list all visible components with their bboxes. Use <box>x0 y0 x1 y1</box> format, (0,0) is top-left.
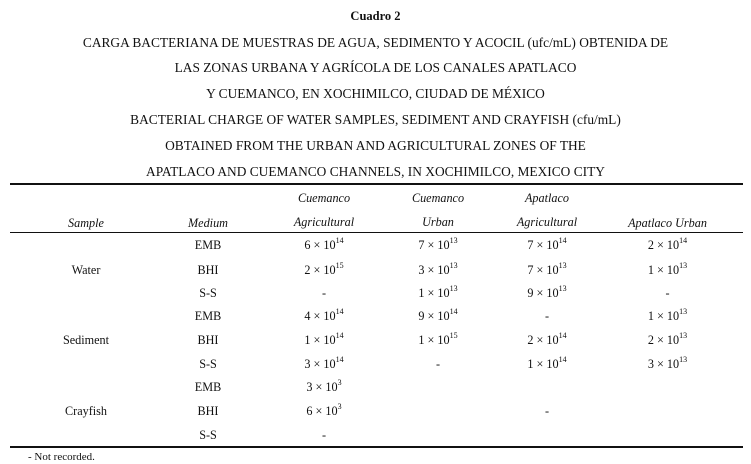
medium-cell: EMB <box>194 309 222 323</box>
medium-cell: EMB <box>194 380 222 394</box>
medium-cell: BHI <box>197 263 219 277</box>
title-line-6: APATLACO AND CUEMANCO CHANNELS, IN XOCHIMILCO, MEXICO CITY <box>146 164 605 179</box>
medium-cell: BHI <box>197 333 219 347</box>
title-line-5: OBTAINED FROM THE URBAN AND AGRICULTURAL ZONES OF THE <box>165 138 586 153</box>
header-cuemanco-urban-1: Cuemanco <box>411 191 465 205</box>
value-cell: - <box>321 428 327 442</box>
footnote: - Not recorded. <box>28 451 95 463</box>
value-cell: $1 \times 10^{13}$ <box>647 260 688 277</box>
header-rule <box>10 232 743 233</box>
title-line-1: CARGA BACTERIANA DE MUESTRAS DE AGUA, SEDIMENTO Y ACOCIL (ufc/mL) OBTENIDA DE <box>82 35 669 50</box>
medium-cell: EMB <box>194 238 222 252</box>
value-cell: $3 \times 10^{13}$ <box>647 354 688 371</box>
value-cell: - <box>544 404 550 418</box>
value-cell: $9 \times 10^{13}$ <box>527 283 567 300</box>
value-cell: $7 \times 10^{14}$ <box>527 235 567 252</box>
sample-crayfish: Crayfish <box>65 404 107 418</box>
header-apatlaco-agricultural-2: Agricultural <box>516 215 578 229</box>
sample-sediment: Sediment <box>62 333 110 347</box>
top-rule <box>10 183 743 185</box>
value-cell: $2 \times 10^{14}$ <box>527 330 567 347</box>
bottom-rule <box>10 446 743 448</box>
value-cell: $7 \times 10^{13}$ <box>527 260 567 277</box>
title-line-4: BACTERIAL CHARGE OF WATER SAMPLES, SEDIMENT AND CRAYFISH (cfu/mL) <box>130 112 621 127</box>
table-caption: Cuadro 2 <box>350 9 401 23</box>
header-cuemanco-agricultural-2: Agricultural <box>293 215 355 229</box>
value-cell: $1 \times 10^{13}$ <box>418 283 458 300</box>
header-apatlaco-urban: Apatlaco Urban <box>628 216 707 230</box>
value-cell: - <box>321 286 327 300</box>
value-cell: $9 \times 10^{14}$ <box>418 306 458 323</box>
value-cell: $1 \times 10^{14}$ <box>304 330 344 347</box>
value-cell: $7 \times 10^{13}$ <box>418 235 458 252</box>
value-cell: $2 \times 10^{15}$ <box>304 260 344 277</box>
header-cuemanco-urban-2: Urban <box>422 215 454 229</box>
medium-cell: S-S <box>199 428 217 442</box>
title-line-3: Y CUEMANCO, EN XOCHIMILCO, CIUDAD DE MÉXICO <box>206 86 545 101</box>
value-cell: $1 \times 10^{14}$ <box>527 354 567 371</box>
value-cell: - <box>435 357 441 371</box>
value-cell: $2 \times 10^{13}$ <box>647 330 688 347</box>
value-cell: $6 \times 10^3$ <box>306 401 342 418</box>
value-cell: $4 \times 10^{14}$ <box>304 306 344 323</box>
medium-cell: S-S <box>199 357 217 371</box>
value-cell: - <box>544 309 550 323</box>
header-cuemanco-agricultural-1: Cuemanco <box>297 191 351 205</box>
sample-water: Water <box>71 263 101 277</box>
title-line-2: LAS ZONAS URBANA Y AGRÍCOLA DE LOS CANALES APATLACO <box>174 60 577 75</box>
value-cell: $3 \times 10^3$ <box>306 377 342 394</box>
value-cell: $2 \times 10^{14}$ <box>647 235 688 252</box>
value-cell: $1 \times 10^{13}$ <box>647 306 688 323</box>
value-cell: $3 \times 10^{13}$ <box>418 260 458 277</box>
value-cell: - <box>665 286 670 300</box>
value-cell: $3 \times 10^{14}$ <box>304 354 344 371</box>
header-apatlaco-agricultural-1: Apatlaco <box>524 191 569 205</box>
medium-cell: S-S <box>199 286 217 300</box>
header-medium: Medium <box>188 216 228 230</box>
value-cell: $6 \times 10^{14}$ <box>304 235 344 252</box>
medium-cell: BHI <box>197 404 219 418</box>
header-sample: Sample <box>68 216 104 230</box>
value-cell: $1 \times 10^{15}$ <box>418 330 458 347</box>
